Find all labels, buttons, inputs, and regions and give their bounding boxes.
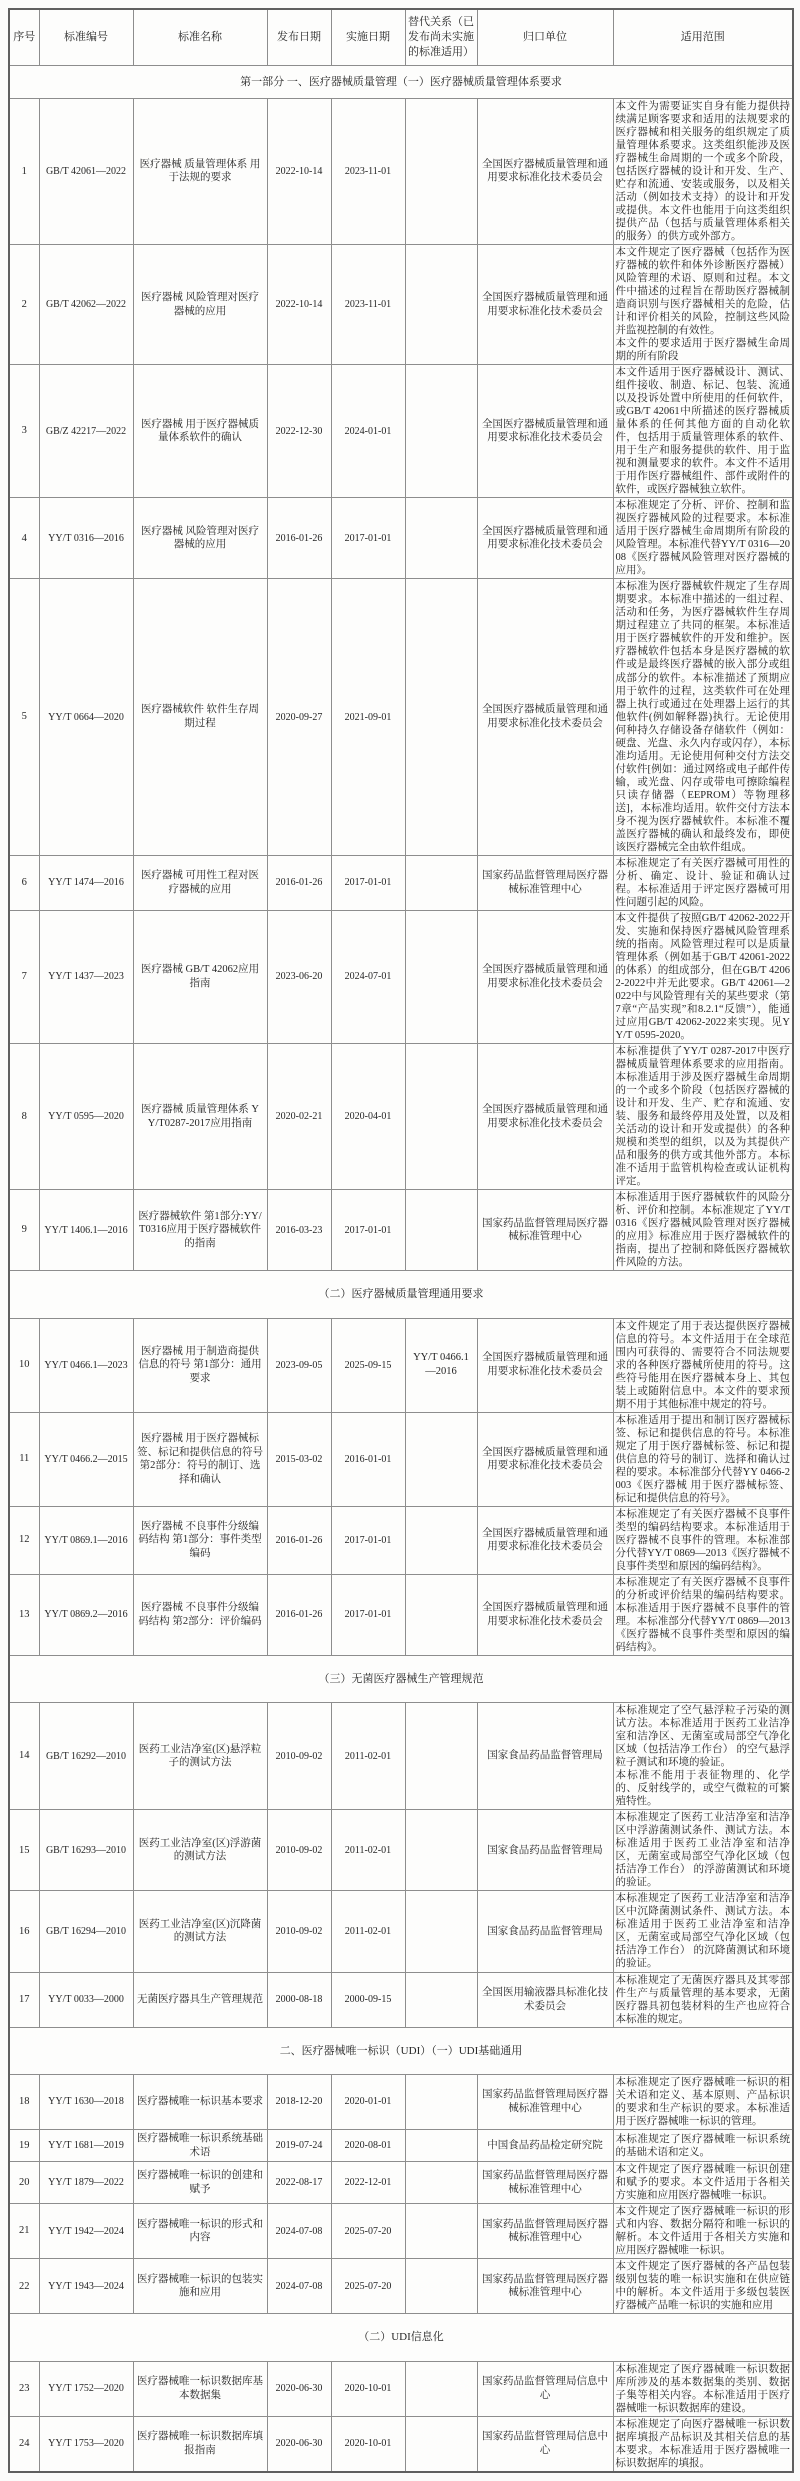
cell-scope [613,1810,793,1891]
scope-paragraph: 本标准规定了医药工业洁净室和洁净区中沉降菌测试条件、测试方法。本标准适用于医药工业洁净室和洁净区，无菌室或局部空气净化区域（包括洁净工作台） 的沉降菌测试和环境的验证。 [615,1893,790,1970]
cell-impl: 2020-04-01 [331,1043,405,1189]
scope-paragraph: 本标准规定了有关医疗器械不良事件类型的编码结构要求。本标准适用于医疗器械不良事件的管理。本标准部分代替YY/T 0869—2013《医疗器械不良事件类型和原因的编码结构》。 [615,1508,790,1572]
cell-pub: 2020-09-27 [267,579,331,855]
cell-pub: 2019-07-24 [267,2129,331,2161]
column-header-name: 标准名称 [133,9,267,65]
scope-paragraph: 本标准规定了无菌医疗器具及其零部件生产与质量管理的基本要求，无菌医疗器具初包装材料的生产也应符合本标准的规定。 [615,1974,790,2025]
cell-scope [613,2074,793,2129]
section-header: （二）医疗器械质量管理通用要求 [9,1271,793,1318]
scope-paragraph: 本标准提供了YY/T 0287-2017中医疗器械质量管理体系要求的应用指南。本标准适用于涉及医疗器械生命周期的一个或多个阶段（包括医疗器械的设计和开发、生产、贮存和流通、安装、服务和最终停用及处置，以及相关活动的设计和开发或提供）的各种规模和类型的组织，以及为其提供产品和服务的供方或其他外部方。本标准不适用于监管机构检查或认证机构评定。 [615,1045,790,1188]
cell-name: 医疗器械唯一标识的形式和内容 [133,2204,267,2259]
cell-pub: 2022-10-14 [267,245,331,365]
table-row [9,2259,793,2314]
cell-impl: 2017-01-01 [331,1506,405,1574]
table-row [9,1972,793,2027]
cell-org: 国家药品监督管理局信息中心 [477,2361,613,2416]
cell-replace [405,98,477,244]
cell-impl: 2021-09-01 [331,579,405,855]
cell-no: 23 [9,2361,39,2416]
cell-replace [405,2259,477,2314]
table-row [9,498,793,579]
cell-replace [405,1506,477,1574]
cell-org: 全国医疗器械质量管理和通用要求标准化技术委员会 [477,1043,613,1189]
column-header-code: 标准编号 [39,9,133,65]
table-row [9,1318,793,1412]
table-row [9,2416,793,2472]
scope-paragraph: 本文件适用于医疗器械设计、测试、组件接收、制造、标记、包装、流通以及投诉处置中所使用的任何软件，或GB/T 42061中所描述的医疗器械质量体系的任何其他方面的自动化软件，包括用于质量管理体系的软件、用于生产和服务提供的软件、用于监视和测量要求的软件。本文件不适用于用作医疗器械组件、部件或附件的软件，或医疗器械独立软件。 [615,367,790,496]
scope-paragraph: 本标准适用于提出和制订医疗器械标签、标记和提供信息的符号。本标准规定了用于医疗器械标签、标记和提供信息的符号的制订、选择和确认过程的要求。本标准部分代替YY 0466-2003《医疗器械 用于医疗器械标签、标记和提供信息的符号》。 [615,1414,790,1504]
cell-scope [613,2259,793,2314]
section-header-row [9,1655,793,1702]
cell-impl: 2025-07-20 [331,2204,405,2259]
cell-org: 全国医疗器械质量管理和通用要求标准化技术委员会 [477,498,613,579]
cell-impl: 2017-01-01 [331,498,405,579]
cell-impl: 2017-01-01 [331,1190,405,1271]
table-row [9,1810,793,1891]
cell-no: 14 [9,1703,39,1810]
cell-pub: 2015-03-02 [267,1412,331,1506]
section-header: （三）无菌医疗器械生产管理规范 [9,1655,793,1702]
cell-name: 医疗器械 GB/T 42062应用指南 [133,910,267,1043]
cell-name: 无菌医疗器具生产管理规范 [133,1972,267,2027]
cell-code: YY/T 1943—2024 [39,2259,133,2314]
column-header-no: 序号 [9,9,39,65]
cell-impl: 2017-01-01 [331,855,405,910]
cell-code: GB/T 16294—2010 [39,1891,133,1972]
cell-name: 医疗器械 用于制造商提供信息的符号 第1部分：通用要求 [133,1318,267,1412]
cell-code: YY/T 1753—2020 [39,2416,133,2472]
cell-name: 医药工业洁净室(区)沉降菌的测试方法 [133,1891,267,1972]
table-row [9,910,793,1043]
cell-scope [613,498,793,579]
cell-scope [613,1972,793,2027]
cell-name: 医疗器械唯一标识基本要求 [133,2074,267,2129]
table-row [9,1190,793,1271]
cell-pub: 2016-01-26 [267,498,331,579]
cell-replace [405,2416,477,2472]
cell-name: 医疗器械唯一标识数据库填报指南 [133,2416,267,2472]
cell-replace [405,2129,477,2161]
scope-paragraph: 本文件规定了用于表达提供医疗器械信息的符号。本文件适用于在全球范围内可获得的、需要符合不同法规要求的各种医疗器械所使用的符号。这些符号能用在医疗器械本身上、其包装上或随附信息中。本文件的要求预期不用于其他标准中规定的符号。 [615,1320,790,1410]
cell-name: 医药工业洁净室(区)浮游菌的测试方法 [133,1810,267,1891]
cell-replace [405,2361,477,2416]
cell-no: 16 [9,1891,39,1972]
cell-no: 13 [9,1574,39,1655]
cell-replace [405,579,477,855]
cell-pub: 2023-06-20 [267,910,331,1043]
section-header-row [9,65,793,98]
cell-impl: 2022-12-01 [331,2162,405,2204]
cell-scope [613,855,793,910]
cell-pub: 2016-01-26 [267,1506,331,1574]
cell-pub: 2022-08-17 [267,2162,331,2204]
scope-paragraph: 本标准规定了医疗器械唯一标识数据库所涉及的基本数据集的类别、数据子集等相关内容。本标准适用于医疗器械唯一标识数据库的建设。 [615,2363,790,2414]
scope-paragraph: 本文件规定了医疗器械唯一标识的形式和内容、数据分隔符和唯一标识的解析。本文件适用于各相关方实施和应用医疗器械唯一标识。 [615,2206,790,2257]
cell-code: YY/T 0869.1—2016 [39,1506,133,1574]
cell-name: 医疗器械唯一标识数据库基本数据集 [133,2361,267,2416]
cell-no: 11 [9,1412,39,1506]
cell-scope [613,2416,793,2472]
cell-no: 18 [9,2074,39,2129]
cell-impl: 2024-01-01 [331,365,405,498]
cell-name: 医疗器械唯一标识的创建和赋予 [133,2162,267,2204]
cell-org: 中国食品药品检定研究院 [477,2129,613,2161]
cell-pub: 2020-06-30 [267,2416,331,2472]
scope-paragraph: 本文件为需要证实自身有能力提供持续满足顾客要求和适用的法规要求的医疗器械和相关服务的组织规定了质量管理体系要求。这类组织能涉及医疗器械生命周期的一个或多个阶段，包括医疗器械的设计和开发、生产、贮存和流通、安装或服务，以及相关活动（例如技术支持）的设计和开发或提供。本文件也能用于向这类组织提供产品（包括与质量管理体系相关的服务）的供方或外部方。 [615,100,790,242]
cell-org: 国家药品监督管理局信息中心 [477,2416,613,2472]
cell-scope [613,1318,793,1412]
cell-replace [405,1412,477,1506]
cell-org: 国家食品药品监督管理局 [477,1891,613,1972]
cell-pub: 2016-01-26 [267,855,331,910]
cell-org: 国家药品监督管理局医疗器械标准管理中心 [477,855,613,910]
column-header-impl: 实施日期 [331,9,405,65]
cell-pub: 2010-09-02 [267,1810,331,1891]
cell-replace [405,2162,477,2204]
cell-scope [613,1412,793,1506]
cell-scope [613,579,793,855]
scope-paragraph: 本文件的要求适用于医疗器械生命周期的所有阶段 [615,338,790,363]
cell-pub: 2023-09-05 [267,1318,331,1412]
cell-code: YY/T 1752—2020 [39,2361,133,2416]
cell-no: 6 [9,855,39,910]
cell-code: GB/T 16292—2010 [39,1703,133,1810]
scope-paragraph: 本标准规定了分析、评价、控制和监视医疗器械风险的过程要求。本标准适用于医疗器械生命周期所有阶段的风险管理。本标准代替YY/T 0316—2008《医疗器械风险管理对医疗器械的应用》。 [615,500,790,577]
cell-no: 5 [9,579,39,855]
cell-name: 医药工业洁净室(区)悬浮粒子的测试方法 [133,1703,267,1810]
cell-replace [405,2204,477,2259]
cell-name: 医疗器械唯一标识的包装实施和应用 [133,2259,267,2314]
cell-scope [613,98,793,244]
cell-replace [405,498,477,579]
cell-no: 8 [9,1043,39,1189]
cell-code: YY/T 1681—2019 [39,2129,133,2161]
cell-no: 19 [9,2129,39,2161]
cell-code: GB/Z 42217—2022 [39,365,133,498]
cell-org: 国家食品药品监督管理局 [477,1810,613,1891]
section-header-row [9,2314,793,2361]
cell-impl: 2023-11-01 [331,98,405,244]
cell-pub: 2010-09-02 [267,1891,331,1972]
cell-name: 医疗器械 不良事件分级编码结构 第1部分：事件类型编码 [133,1506,267,1574]
cell-replace [405,1810,477,1891]
cell-scope [613,1703,793,1810]
cell-org: 全国医疗器械质量管理和通用要求标准化技术委员会 [477,1574,613,1655]
scope-paragraph: 本标准规定了有关医疗器械不良事件的分析或评价结果的编码结构要求。本标准适用于医疗器械不良事件的管理。本标准部分代替YY/T 0869—2013《医疗器械不良事件类型和原因的编码结构》。 [615,1576,790,1653]
cell-pub: 2000-08-18 [267,1972,331,2027]
cell-replace [405,1190,477,1271]
cell-code: YY/T 1942—2024 [39,2204,133,2259]
cell-org: 全国医疗器械质量管理和通用要求标准化技术委员会 [477,1506,613,1574]
cell-code: YY/T 0466.1—2023 [39,1318,133,1412]
table-row [9,2129,793,2161]
cell-scope [613,245,793,365]
cell-scope [613,2361,793,2416]
cell-replace: YY/T 0466.1—2016 [405,1318,477,1412]
cell-pub: 2022-10-14 [267,98,331,244]
cell-impl: 2017-01-01 [331,1574,405,1655]
cell-impl: 2025-09-15 [331,1318,405,1412]
cell-scope [613,1043,793,1189]
section-header: 第一部分 一、医疗器械质量管理（一）医疗器械质量管理体系要求 [9,65,793,98]
cell-org: 全国医疗器械质量管理和通用要求标准化技术委员会 [477,579,613,855]
cell-no: 7 [9,910,39,1043]
scope-paragraph: 本标准适用于医疗器械软件的风险分析、评价和控制。本标准规定了YY/T 0316《医疗器械风险管理对医疗器械的应用》标准应用于医疗器械软件的指南，提出了控制和降低医疗器械软件风险的方法。 [615,1192,790,1269]
cell-pub: 2018-12-20 [267,2074,331,2129]
table-body [9,65,793,2472]
cell-replace [405,245,477,365]
cell-code: GB/T 42062—2022 [39,245,133,365]
cell-impl: 2024-07-01 [331,910,405,1043]
cell-name: 医疗器械 风险管理对医疗器械的应用 [133,498,267,579]
cell-replace [405,2074,477,2129]
cell-impl: 2000-09-15 [331,1972,405,2027]
cell-no: 2 [9,245,39,365]
cell-no: 21 [9,2204,39,2259]
table-row [9,1574,793,1655]
table-row [9,365,793,498]
table-row [9,2074,793,2129]
table-row [9,2162,793,2204]
cell-no: 17 [9,1972,39,2027]
section-header-row [9,2027,793,2074]
cell-pub: 2016-01-26 [267,1574,331,1655]
cell-replace [405,1703,477,1810]
cell-code: GB/T 16293—2010 [39,1810,133,1891]
cell-org: 国家药品监督管理局医疗器械标准管理中心 [477,2074,613,2129]
table-row [9,2204,793,2259]
cell-code: YY/T 1879—2022 [39,2162,133,2204]
section-header: （二）UDI信息化 [9,2314,793,2361]
column-header-org: 归口单位 [477,9,613,65]
scope-paragraph: 本标准规定了有关医疗器械可用性的分析、确定、设计、验证和确认过程。本标准适用于评定医疗器械可用性问题引起的风险。 [615,857,790,908]
cell-replace [405,365,477,498]
table-row [9,1506,793,1574]
cell-no: 15 [9,1810,39,1891]
header-row [9,9,793,65]
cell-name: 医疗器械 可用性工程对医疗器械的应用 [133,855,267,910]
cell-no: 1 [9,98,39,244]
cell-scope [613,910,793,1043]
cell-replace [405,1891,477,1972]
cell-scope [613,1891,793,1972]
cell-no: 12 [9,1506,39,1574]
cell-name: 医疗器械软件 软件生存周期过程 [133,579,267,855]
cell-impl: 2011-02-01 [331,1703,405,1810]
cell-code: YY/T 0869.2—2016 [39,1574,133,1655]
column-header-pub: 发布日期 [267,9,331,65]
cell-org: 国家食品药品监督管理局 [477,1703,613,1810]
cell-code: YY/T 0033—2000 [39,1972,133,2027]
scope-paragraph: 本标准规定了医疗器械唯一标识系统的基础术语和定义。 [615,2133,790,2158]
cell-pub: 2020-02-21 [267,1043,331,1189]
cell-impl: 2020-10-01 [331,2361,405,2416]
table-row [9,2361,793,2416]
cell-replace [405,910,477,1043]
cell-org: 国家药品监督管理局医疗器械标准管理中心 [477,2162,613,2204]
cell-code: YY/T 1406.1—2016 [39,1190,133,1271]
cell-impl: 2020-01-01 [331,2074,405,2129]
cell-scope [613,2204,793,2259]
cell-code: YY/T 1437—2023 [39,910,133,1043]
section-header: 二、医疗器械唯一标识（UDI）（一）UDI基础通用 [9,2027,793,2074]
cell-code: YY/T 0466.2—2015 [39,1412,133,1506]
cell-code: YY/T 1630—2018 [39,2074,133,2129]
scope-paragraph: 本标准规定了向医疗器械唯一标识数据库填报产品标识及其相关信息的基本要求。本标准适用于医疗器械唯一标识数据库的填报。 [615,2418,790,2469]
cell-org: 全国医疗器械质量管理和通用要求标准化技术委员会 [477,1412,613,1506]
section-header-row [9,1271,793,1318]
cell-impl: 2025-07-20 [331,2259,405,2314]
cell-code: YY/T 1474—2016 [39,855,133,910]
cell-org: 国家药品监督管理局医疗器械标准管理中心 [477,2204,613,2259]
cell-name: 医疗器械 质量管理体系 YY/T0287-2017应用指南 [133,1043,267,1189]
cell-pub: 2024-07-08 [267,2204,331,2259]
cell-name: 医疗器械 用于医疗器械标签、标记和提供信息的符号 第2部分：符号的制订、选择和确认 [133,1412,267,1506]
cell-no: 22 [9,2259,39,2314]
cell-org: 国家药品监督管理局医疗器械标准管理中心 [477,2259,613,2314]
cell-no: 10 [9,1318,39,1412]
table-row [9,855,793,910]
cell-name: 医疗器械 风险管理对医疗器械的应用 [133,245,267,365]
cell-replace [405,1043,477,1189]
cell-org: 全国医疗器械质量管理和通用要求标准化技术委员会 [477,98,613,244]
column-header-replace: 替代关系（已发布尚未实施的标准适用） [405,9,477,65]
cell-scope [613,365,793,498]
scope-paragraph: 本标准规定了医药工业洁净室和洁净区中浮游菌测试条件、测试方法。本标准适用于医药工业洁净室和洁净区，无菌室或局部空气净化区域（包括洁净工作台） 的浮游菌测试和环境的验证。 [615,1812,790,1889]
cell-pub: 2010-09-02 [267,1703,331,1810]
cell-no: 20 [9,2162,39,2204]
cell-org: 国家药品监督管理局医疗器械标准管理中心 [477,1190,613,1271]
cell-replace [405,1574,477,1655]
cell-impl: 2023-11-01 [331,245,405,365]
scope-paragraph: 本标准规定了医疗器械唯一标识的相关术语和定义、基本原则、产品标识的要求和生产标识的要求。本标准适用于医疗器械唯一标识的管理。 [615,2076,790,2127]
cell-scope [613,1190,793,1271]
scope-paragraph: 本文件规定了医疗器械唯一标识创建和赋予的要求。本文件适用于各相关方实施和应用医疗器械唯一标识。 [615,2164,790,2202]
table-header [9,9,793,65]
cell-name: 医疗器械 不良事件分级编码结构 第2部分：评价编码 [133,1574,267,1655]
cell-scope [613,1574,793,1655]
cell-no: 3 [9,365,39,498]
cell-no: 4 [9,498,39,579]
cell-org: 全国医疗器械质量管理和通用要求标准化技术委员会 [477,910,613,1043]
cell-impl: 2011-02-01 [331,1810,405,1891]
cell-no: 9 [9,1190,39,1271]
scope-paragraph: 本标准为医疗器械软件规定了生存周期要求。本标准中描述的一组过程、活动和任务，为医疗器械软件生存周期过程建立了共同的框架。本标准适用于医疗器械软件的开发和维护。医疗器械软件包括本身是医疗器械的软件或是最终医疗器械的嵌入部分或组成部分的软件。本标准描述了预期应用于软件的过程，这类软件可在处理器上执行或通过在处理器上运行的其他软件(例如解释器)执行。无论使用何种持久存储设备存储软件（例如：硬盘、光盘、永久内存或闪存），本标准均适用。无论使用何种交付方法交付软件[例如：通过网络或电子邮件传输，或光盘、闪存或带电可擦除编程只读存储器（EEPROM）等物理移送]，本标准均适用。软件交付方法本身不视为医疗器械软件。本标准不覆盖医疗器械的确认和最终发布，即使该医疗器械完全由软件组成。 [615,581,790,853]
scope-paragraph: 本标准规定了空气悬浮粒子污染的测试方法。本标准适用于医药工业洁净室和洁净区、无菌室或局部空气净化区域（包括洁净工作台） 的空气悬浮粒子测试和环境的验证。 [615,1705,790,1769]
cell-replace [405,855,477,910]
table-row [9,1891,793,1972]
scope-paragraph: 本标准不能用于表征物理的、化学的、反射线学的，或空气微粒的可繁殖特性。 [615,1770,790,1808]
table-row [9,1703,793,1810]
cell-replace [405,1972,477,2027]
cell-name: 医疗器械 质量管理体系 用于法规的要求 [133,98,267,244]
cell-org: 全国医疗器械质量管理和通用要求标准化技术委员会 [477,245,613,365]
table-row [9,98,793,244]
cell-name: 医疗器械软件 第1部分:YY/T0316应用于医疗器械软件的指南 [133,1190,267,1271]
cell-scope [613,2129,793,2161]
cell-impl: 2011-02-01 [331,1891,405,1972]
cell-name: 医疗器械唯一标识系统基础术语 [133,2129,267,2161]
cell-name: 医疗器械 用于医疗器械质量体系软件的确认 [133,365,267,498]
cell-org: 全国医用输液器具标准化技术委员会 [477,1972,613,2027]
cell-org: 全国医疗器械质量管理和通用要求标准化技术委员会 [477,1318,613,1412]
cell-scope [613,2162,793,2204]
scope-paragraph: 本文件规定了医疗器械（包括作为医疗器械的软件和体外诊断医疗器械）风险管理的术语、原则和过程。本文件中描述的过程旨在帮助医疗器械制造商识别与医疗器械相关的危险，估计和评价相关的风险，控制这些风险并监视控制的有效性。 [615,247,790,337]
cell-pub: 2022-12-30 [267,365,331,498]
table-row [9,245,793,365]
cell-code: YY/T 0316—2016 [39,498,133,579]
table-row [9,579,793,855]
cell-code: YY/T 0595—2020 [39,1043,133,1189]
cell-scope [613,1506,793,1574]
cell-impl: 2020-08-01 [331,2129,405,2161]
cell-org: 全国医疗器械质量管理和通用要求标准化技术委员会 [477,365,613,498]
table-row [9,1043,793,1189]
cell-pub: 2016-03-23 [267,1190,331,1271]
standards-table [8,8,794,2473]
cell-impl: 2020-10-01 [331,2416,405,2472]
cell-code: YY/T 0664—2020 [39,579,133,855]
table-row [9,1412,793,1506]
cell-pub: 2020-06-30 [267,2361,331,2416]
cell-impl: 2016-01-01 [331,1412,405,1506]
cell-pub: 2024-07-08 [267,2259,331,2314]
scope-paragraph: 本文件提供了按照GB/T 42062-2022开发、实施和保持医疗器械风险管理系统的指南。风险管理过程可以是质量管理体系（例如基于GB/T 42061-2022的体系）的组成部分，但在GB/T 42062-2022中并无此要求。GB/T 42061—2022中与风险管理有关的某些要求（第7章“产品实现”和8.2.1“反馈”），能通过应用GB/T 42062-2022来实现。见YY/T 0595-2020。 [615,912,790,1041]
scope-paragraph: 本文件规定了医疗器械的各产品包装级别包装的唯一标识实施和在供应链中的解析。本文件适用于多级包装医疗器械产品唯一标识的实施和应用 [615,2261,790,2312]
column-header-scope: 适用范围 [613,9,793,65]
cell-code: GB/T 42061—2022 [39,98,133,244]
cell-no: 24 [9,2416,39,2472]
